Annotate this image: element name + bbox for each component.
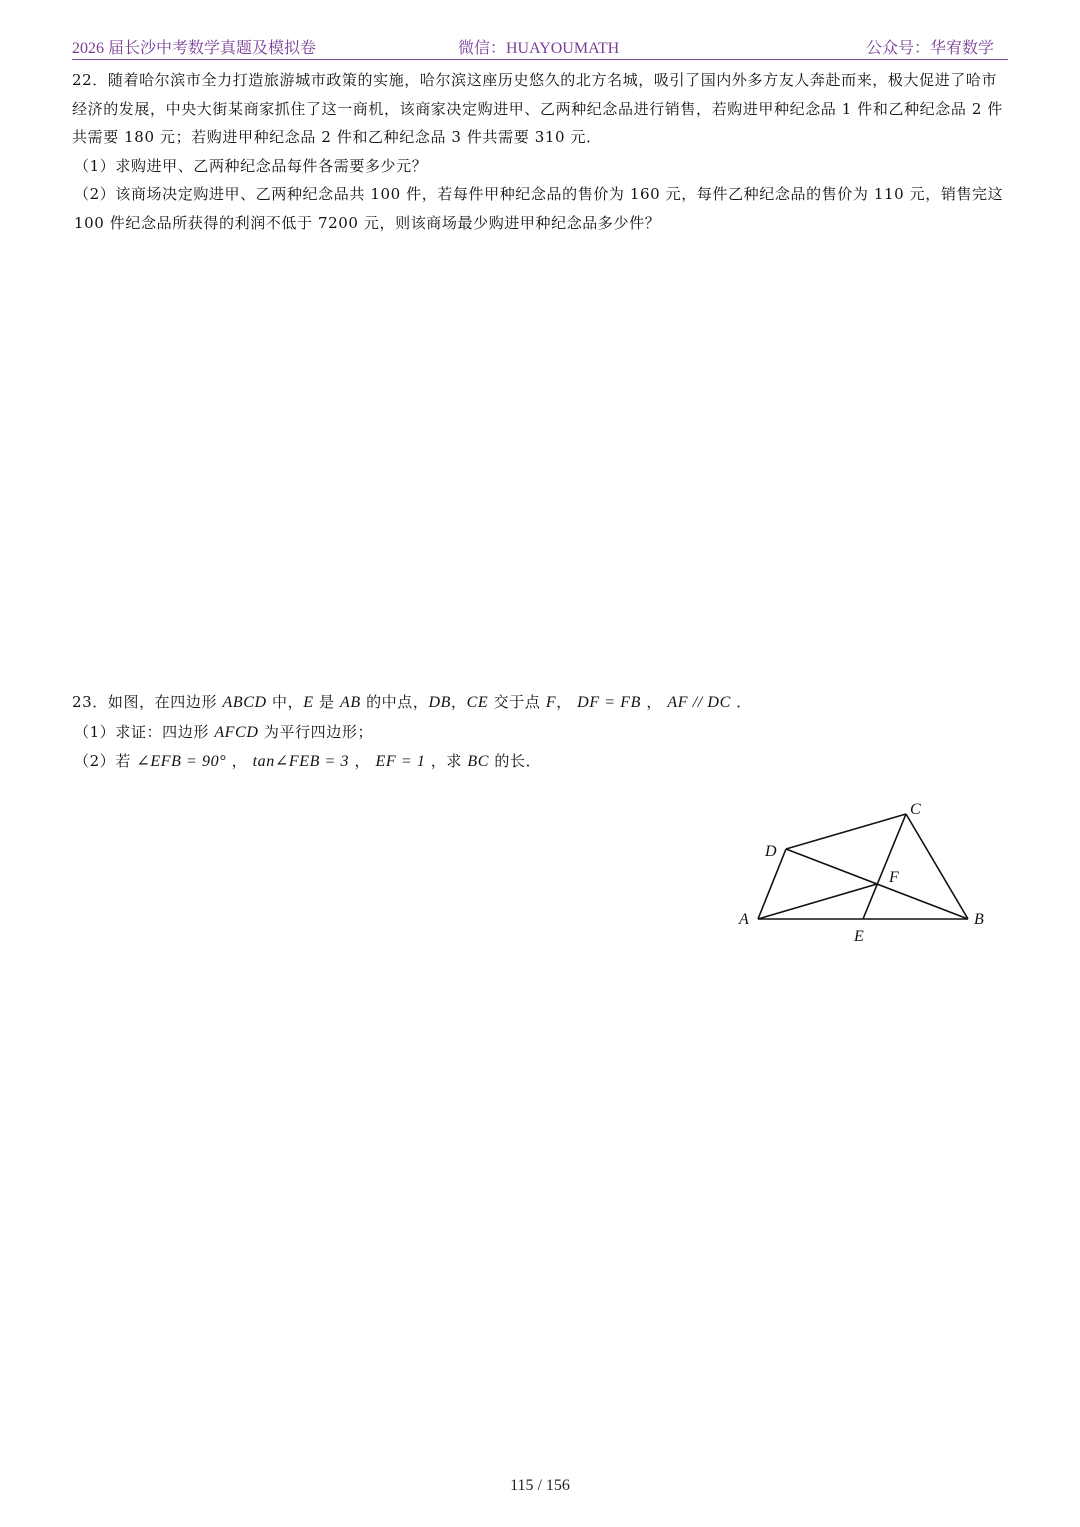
- label-a: A: [739, 911, 749, 928]
- label-e: E: [854, 928, 864, 945]
- segment-dc: [786, 814, 906, 849]
- problem-22: [72, 66, 1008, 237]
- label-f: F: [889, 869, 899, 886]
- segment-ce: [863, 814, 906, 919]
- problem-23-question-1: （1）求证：四边形 AFCD 为平行四边形；: [74, 722, 374, 741]
- problem-23-question-2: （2）若 ∠EFB = 90° ， tan∠FEB = 3 ， EF = 1 ，求 BC 的长．: [74, 752, 542, 770]
- geometry-figure: [730, 795, 1000, 955]
- label-d: D: [765, 843, 777, 860]
- problem-22-stem: 22．随着哈尔滨市全力打造旅游城市政策的实施，哈尔滨这座历史悠久的北方名城，吸引了国内外多方友人奔赴而来，极大促进了哈市经济的发展，中央大街某商家抓住了这一商机，该商家决定购进甲、乙两种纪念品进行销售，若购进甲种纪念品 1 件和乙种纪念品 2 件共需要 180 元；若购进甲种纪念品 2 件和乙种纪念品 3 件共需要 310 元．: [72, 71, 1003, 146]
- header-title: 2026 届长沙中考数学真题及模拟卷: [72, 40, 317, 57]
- problem-22-question-2: （2）该商场决定购进甲、乙两种纪念品共 100 件，若每件甲种纪念品的售价为 160 元，每件乙种纪念品的售价为 110 元，销售完这 100 件纪念品所获得的利润不低于 7200 元，则该商场最少购进甲种纪念品多少件？: [74, 185, 1004, 232]
- label-c: C: [910, 801, 921, 818]
- quadrilateral-diagram: [730, 795, 1000, 955]
- header-account: 公众号：华宥数学: [865, 40, 994, 57]
- problem-22-question-1: （1）求购进甲、乙两种纪念品每件各需要多少元？: [74, 156, 428, 175]
- segment-af: [758, 884, 877, 919]
- problem-23-stem: 23．如图，在四边形 ABCD 中，E 是 AB 的中点，DB，CE 交于点 F， DF = FB ， AF // DC ．: [72, 693, 752, 711]
- header-wechat: 微信：HUAYOUMATH: [458, 40, 620, 57]
- page-number: 115 / 156: [510, 1477, 570, 1494]
- page-header: [72, 33, 1008, 60]
- segment-cb: [906, 814, 968, 919]
- problem-23: [72, 688, 1008, 777]
- label-b: B: [974, 911, 984, 928]
